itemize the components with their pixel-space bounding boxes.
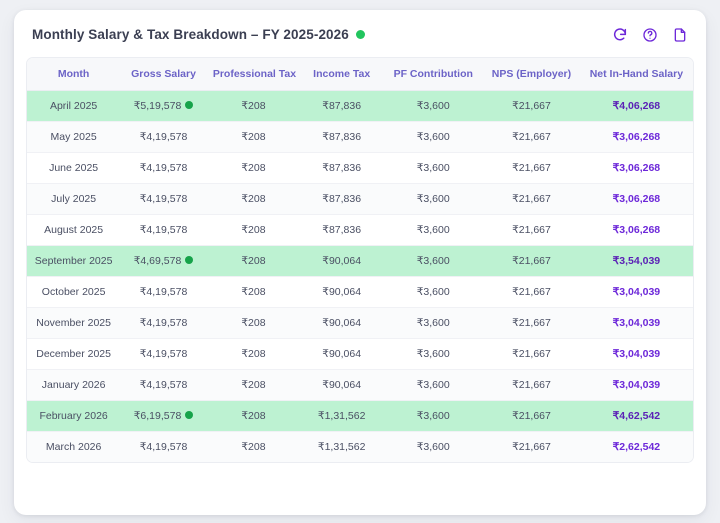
cell-nps-employer: ₹21,667 xyxy=(483,91,580,122)
table-row[interactable] xyxy=(27,339,693,370)
cell-nps-employer: ₹21,667 xyxy=(483,308,580,339)
page-title xyxy=(32,27,365,42)
cell-gross-salary: ₹4,19,578 xyxy=(120,308,207,339)
cell-gross-salary: ₹4,19,578 xyxy=(120,370,207,401)
cell-income-tax: ₹90,064 xyxy=(300,277,383,308)
cell-income-tax: ₹87,836 xyxy=(300,122,383,153)
cell-professional-tax: ₹208 xyxy=(207,215,300,246)
info-icon[interactable] xyxy=(185,411,193,419)
cell-professional-tax: ₹208 xyxy=(207,432,300,463)
column-header-month[interactable]: Month xyxy=(27,58,120,91)
cell-gross-salary: ₹4,19,578 xyxy=(120,277,207,308)
cell-income-tax: ₹1,31,562 xyxy=(300,432,383,463)
cell-net-in-hand-salary: ₹3,06,268 xyxy=(580,184,693,215)
cell-income-tax: ₹90,064 xyxy=(300,370,383,401)
cell-gross-salary: ₹4,19,578 xyxy=(120,184,207,215)
cell-pf-contribution: ₹3,600 xyxy=(383,184,483,215)
cell-pf-contribution: ₹3,600 xyxy=(383,370,483,401)
cell-professional-tax: ₹208 xyxy=(207,339,300,370)
cell-pf-contribution: ₹3,600 xyxy=(383,432,483,463)
cell-pf-contribution: ₹3,600 xyxy=(383,91,483,122)
cell-net-in-hand-salary: ₹3,04,039 xyxy=(580,370,693,401)
cell-net-in-hand-salary: ₹3,04,039 xyxy=(580,308,693,339)
cell-month: May 2025 xyxy=(27,122,120,153)
cell-gross-salary: ₹4,19,578 xyxy=(120,153,207,184)
cell-month: December 2025 xyxy=(27,339,120,370)
cell-month: October 2025 xyxy=(27,277,120,308)
cell-nps-employer: ₹21,667 xyxy=(483,153,580,184)
cell-month: September 2025 xyxy=(27,246,120,277)
cell-gross-salary: ₹4,19,578 xyxy=(120,432,207,463)
refresh-icon[interactable] xyxy=(611,26,628,43)
cell-professional-tax: ₹208 xyxy=(207,277,300,308)
cell-month: August 2025 xyxy=(27,215,120,246)
cell-nps-employer: ₹21,667 xyxy=(483,184,580,215)
table-body xyxy=(27,91,693,463)
table-row[interactable] xyxy=(27,370,693,401)
cell-gross-salary: ₹4,19,578 xyxy=(120,215,207,246)
column-header-pf-contribution[interactable]: PF Contribution xyxy=(383,58,483,91)
cell-professional-tax: ₹208 xyxy=(207,184,300,215)
table-row[interactable] xyxy=(27,401,693,432)
column-header-net-in-hand-salary[interactable]: Net In-Hand Salary xyxy=(580,58,693,91)
cell-professional-tax: ₹208 xyxy=(207,370,300,401)
column-header-income-tax[interactable]: Income Tax xyxy=(300,58,383,91)
info-icon[interactable] xyxy=(185,101,193,109)
cell-net-in-hand-salary: ₹3,04,039 xyxy=(580,277,693,308)
card-header xyxy=(14,10,706,53)
cell-professional-tax: ₹208 xyxy=(207,308,300,339)
cell-nps-employer: ₹21,667 xyxy=(483,370,580,401)
cell-nps-employer: ₹21,667 xyxy=(483,246,580,277)
table-row[interactable] xyxy=(27,246,693,277)
cell-month: November 2025 xyxy=(27,308,120,339)
table-row[interactable] xyxy=(27,184,693,215)
cell-month: March 2026 xyxy=(27,432,120,463)
cell-gross-salary: ₹5,19,578 xyxy=(120,91,207,122)
cell-income-tax: ₹90,064 xyxy=(300,308,383,339)
table-row[interactable] xyxy=(27,122,693,153)
cell-net-in-hand-salary: ₹2,62,542 xyxy=(580,432,693,463)
salary-table xyxy=(27,58,693,462)
cell-pf-contribution: ₹3,600 xyxy=(383,308,483,339)
cell-nps-employer: ₹21,667 xyxy=(483,401,580,432)
cell-nps-employer: ₹21,667 xyxy=(483,122,580,153)
cell-month: June 2025 xyxy=(27,153,120,184)
cell-gross-salary: ₹4,69,578 xyxy=(120,246,207,277)
cell-income-tax: ₹90,064 xyxy=(300,339,383,370)
salary-breakdown-card xyxy=(14,10,706,515)
header-actions xyxy=(611,26,688,43)
cell-gross-salary: ₹4,19,578 xyxy=(120,339,207,370)
cell-pf-contribution: ₹3,600 xyxy=(383,246,483,277)
cell-pf-contribution: ₹3,600 xyxy=(383,401,483,432)
cell-income-tax: ₹87,836 xyxy=(300,184,383,215)
info-icon[interactable] xyxy=(185,256,193,264)
cell-net-in-hand-salary: ₹3,06,268 xyxy=(580,153,693,184)
cell-professional-tax: ₹208 xyxy=(207,153,300,184)
cell-month: February 2026 xyxy=(27,401,120,432)
table-header-row xyxy=(27,58,693,91)
cell-nps-employer: ₹21,667 xyxy=(483,277,580,308)
table-header xyxy=(27,58,693,91)
help-icon[interactable] xyxy=(641,26,658,43)
column-header-gross-salary[interactable]: Gross Salary xyxy=(120,58,207,91)
cell-month: July 2025 xyxy=(27,184,120,215)
table-row[interactable] xyxy=(27,432,693,463)
column-header-professional-tax[interactable]: Professional Tax xyxy=(207,58,300,91)
cell-nps-employer: ₹21,667 xyxy=(483,339,580,370)
cell-net-in-hand-salary: ₹4,06,268 xyxy=(580,91,693,122)
cell-month: January 2026 xyxy=(27,370,120,401)
cell-income-tax: ₹87,836 xyxy=(300,153,383,184)
cell-income-tax: ₹87,836 xyxy=(300,91,383,122)
cell-income-tax: ₹90,064 xyxy=(300,246,383,277)
document-icon[interactable] xyxy=(671,26,688,43)
cell-gross-salary: ₹4,19,578 xyxy=(120,122,207,153)
cell-income-tax: ₹1,31,562 xyxy=(300,401,383,432)
cell-pf-contribution: ₹3,600 xyxy=(383,277,483,308)
cell-net-in-hand-salary: ₹3,04,039 xyxy=(580,339,693,370)
cell-net-in-hand-salary: ₹3,06,268 xyxy=(580,215,693,246)
table-row[interactable] xyxy=(27,91,693,122)
page-title-text: Monthly Salary & Tax Breakdown – FY 2025-2026 xyxy=(32,27,349,42)
salary-table-wrapper xyxy=(26,57,694,463)
cell-net-in-hand-salary: ₹4,62,542 xyxy=(580,401,693,432)
cell-income-tax: ₹87,836 xyxy=(300,215,383,246)
table-row[interactable] xyxy=(27,277,693,308)
cell-gross-salary: ₹6,19,578 xyxy=(120,401,207,432)
cell-pf-contribution: ₹3,600 xyxy=(383,215,483,246)
cell-professional-tax: ₹208 xyxy=(207,91,300,122)
cell-pf-contribution: ₹3,600 xyxy=(383,339,483,370)
cell-net-in-hand-salary: ₹3,06,268 xyxy=(580,122,693,153)
cell-professional-tax: ₹208 xyxy=(207,122,300,153)
cell-nps-employer: ₹21,667 xyxy=(483,215,580,246)
table-row[interactable] xyxy=(27,215,693,246)
cell-month: April 2025 xyxy=(27,91,120,122)
cell-pf-contribution: ₹3,600 xyxy=(383,153,483,184)
column-header-nps-employer[interactable]: NPS (Employer) xyxy=(483,58,580,91)
cell-professional-tax: ₹208 xyxy=(207,246,300,277)
status-badge xyxy=(356,30,365,39)
table-row[interactable] xyxy=(27,153,693,184)
cell-pf-contribution: ₹3,600 xyxy=(383,122,483,153)
cell-professional-tax: ₹208 xyxy=(207,401,300,432)
table-row[interactable] xyxy=(27,308,693,339)
cell-net-in-hand-salary: ₹3,54,039 xyxy=(580,246,693,277)
cell-nps-employer: ₹21,667 xyxy=(483,432,580,463)
